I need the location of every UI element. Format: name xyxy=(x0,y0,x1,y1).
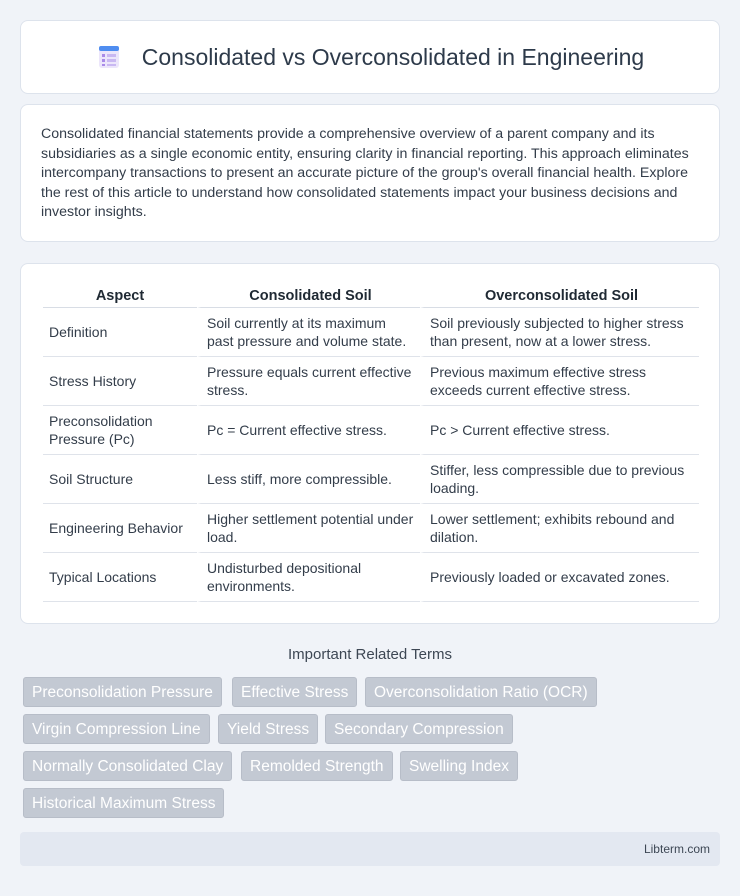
table-cell: Engineering Behavior xyxy=(43,504,197,553)
tag-swelling-index[interactable]: Swelling Index xyxy=(400,751,518,781)
table-row xyxy=(43,504,699,553)
table-row xyxy=(43,455,699,504)
tag-ocr[interactable]: Overconsolidation Ratio (OCR) xyxy=(365,677,597,707)
intro-text: Consolidated financial statements provide a comprehensive overview of a parent company and its subsidiaries as a single economic entity, ensuring clarity in financial reporting. This approach eliminates intercompany transactions to present an accurate picture of the group's overall financial health. Explore the rest of this article to understand how consolidated statements impact your business decisions and investor insights. xyxy=(41,126,689,221)
comparison-table xyxy=(43,286,699,602)
tag-yield-stress[interactable]: Yield Stress xyxy=(218,714,318,744)
table-cell: Soil Structure xyxy=(43,455,197,504)
header-aspect: Aspect xyxy=(43,286,197,308)
table-header-row xyxy=(43,286,699,308)
table-cell: Soil previously subjected to higher stress than present, now at a lower stress. xyxy=(420,308,699,357)
table-cell: Previous maximum effective stress exceeds current effective stress. xyxy=(420,357,699,406)
footer xyxy=(20,832,720,866)
table-cell: Pc > Current effective stress. xyxy=(420,406,699,455)
tag-virgin-compression-line[interactable]: Virgin Compression Line xyxy=(23,714,210,744)
table-cell: Stiffer, less compressible due to previous loading. xyxy=(420,455,699,504)
table-cell: Higher settlement potential under load. xyxy=(197,504,420,553)
header-consolidated: Consolidated Soil xyxy=(197,286,420,308)
title-card xyxy=(20,20,720,94)
tag-preconsolidation-pressure[interactable]: Preconsolidation Pressure xyxy=(23,677,222,707)
tag-effective-stress[interactable]: Effective Stress xyxy=(232,677,357,707)
table-row xyxy=(43,357,699,406)
table-cell: Soil currently at its maximum past pressure and volume state. xyxy=(197,308,420,357)
intro-card xyxy=(20,104,720,242)
table-cell: Lower settlement; exhibits rebound and dilation. xyxy=(420,504,699,553)
page-title: Consolidated vs Overconsolidated in Engineering xyxy=(141,43,645,70)
footer-site-link[interactable]: Libterm.com xyxy=(643,842,710,856)
comparison-table-card xyxy=(20,263,720,624)
table-row xyxy=(43,406,699,455)
table-cell: Less stiff, more compressible. xyxy=(197,455,420,504)
table-cell: Preconsolidation Pressure (Pc) xyxy=(43,406,197,455)
table-cell: Typical Locations xyxy=(43,553,197,602)
table-row xyxy=(43,308,699,357)
table-cell: Previously loaded or excavated zones. xyxy=(420,553,699,602)
related-terms-title: Important Related Terms xyxy=(288,646,452,663)
table-cell: Definition xyxy=(43,308,197,357)
tag-remolded-strength[interactable]: Remolded Strength xyxy=(241,751,393,781)
tag-historical-maximum-stress[interactable]: Historical Maximum Stress xyxy=(23,788,224,818)
table-row xyxy=(43,553,699,602)
table-cell: Undisturbed depositional environments. xyxy=(197,553,420,602)
tag-normally-consolidated-clay[interactable]: Normally Consolidated Clay xyxy=(23,751,232,781)
document-icon xyxy=(96,44,122,70)
tag-secondary-compression[interactable]: Secondary Compression xyxy=(325,714,513,744)
table-cell: Stress History xyxy=(43,357,197,406)
table-cell: Pressure equals current effective stress. xyxy=(197,357,420,406)
table-cell: Pc = Current effective stress. xyxy=(197,406,420,455)
header-overconsolidated: Overconsolidated Soil xyxy=(420,286,699,308)
